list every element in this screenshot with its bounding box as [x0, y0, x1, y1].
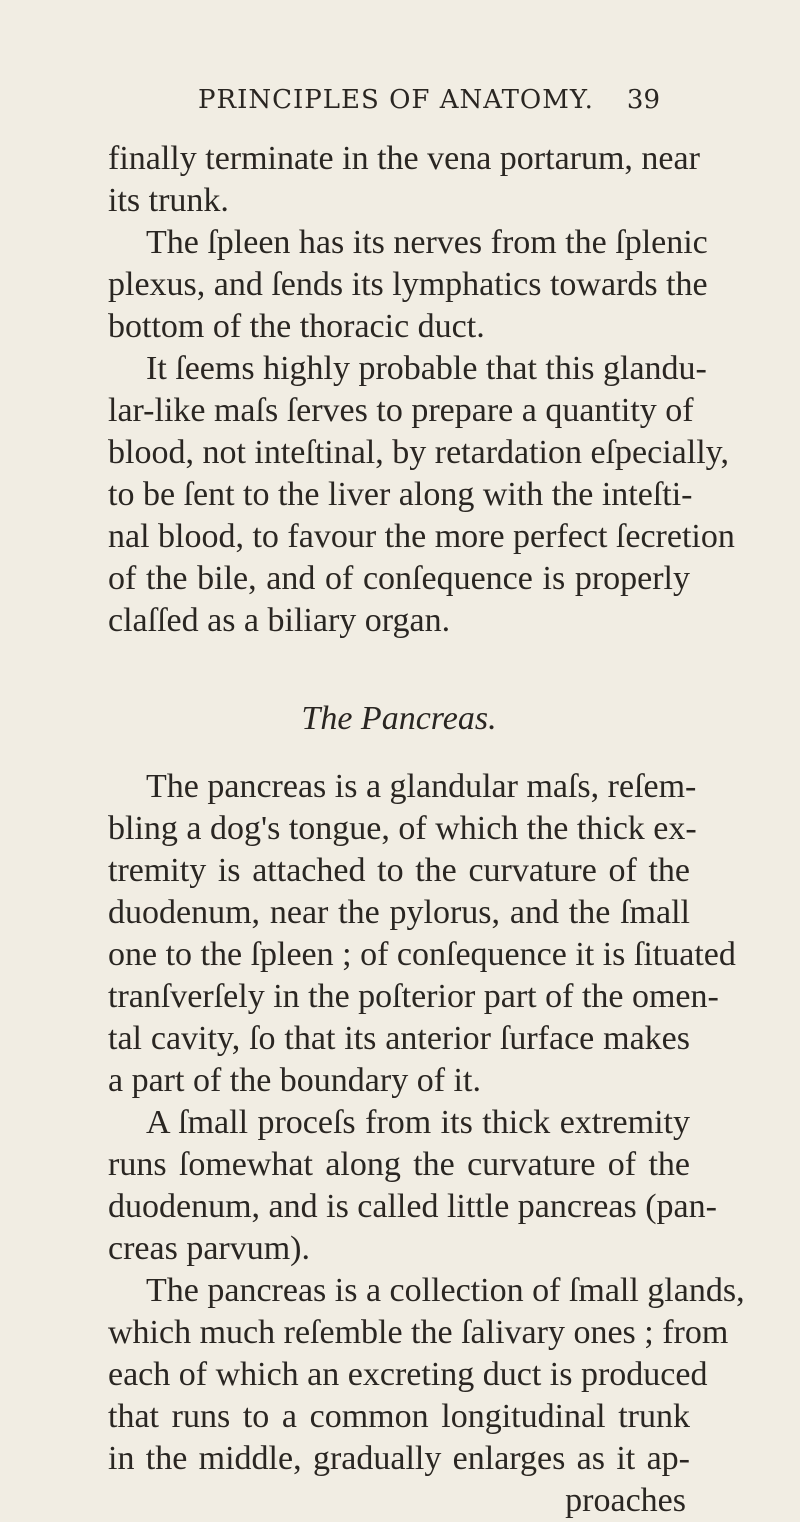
paragraph: [108, 766, 736, 1102]
paragraph: [108, 138, 700, 222]
text-line: blood, not inteſtinal, by retardation eſpecially,: [108, 434, 729, 471]
text-line: tranſverſely in the poſterior part of the omen-: [108, 978, 719, 1015]
text-line: tal cavity, ſo that its anterior ſurface makes: [108, 1020, 690, 1057]
running-head: PRINCIPLES OF ANATOMY.: [198, 85, 594, 115]
text-line: The pancreas is a collection of ſmall glands,: [146, 1272, 745, 1309]
text-line: nal blood, to favour the more perfect ſecretion: [108, 518, 735, 555]
text-line: It ſeems highly probable that this glandu-: [146, 350, 707, 387]
text-line: of the bile, and of conſequence is properly: [108, 560, 690, 597]
text-line: claſſed as a biliary organ.: [108, 602, 451, 639]
text-line: lar-like maſs ſerves to prepare a quantity of: [108, 392, 694, 429]
text-line: bling a dog's tongue, of which the thick ex-: [108, 810, 697, 847]
text-line: finally terminate in the vena portarum, near: [108, 140, 700, 177]
text-line: in the middle, gradually enlarges as it ap-: [108, 1440, 690, 1477]
paragraph: [108, 348, 735, 642]
paragraph: [108, 1102, 717, 1270]
text-line: tremity is attached to the curvature of the: [108, 852, 690, 889]
body-text: [108, 138, 745, 1522]
text-line: The pancreas is a glandular maſs, reſem-: [146, 768, 697, 805]
page-header: [120, 85, 660, 125]
page-number: 39: [626, 85, 660, 115]
text-line: one to the ſpleen ; of conſequence it is ſituated: [108, 936, 736, 973]
text-line: A ſmall proceſs from its thick extremity: [146, 1104, 690, 1141]
section-title: The Pancreas.: [301, 700, 497, 737]
text-line: that runs to a common longitudinal trunk: [108, 1398, 690, 1435]
text-line: creas parvum).: [108, 1230, 311, 1267]
paragraph: [108, 1270, 745, 1480]
paragraph: [108, 222, 708, 348]
text-line: a part of the boundary of it.: [108, 1062, 481, 1099]
text-line: The ſpleen has its nerves from the ſplenic: [146, 224, 708, 261]
text-line: duodenum, near the pylorus, and the ſmall: [108, 894, 690, 931]
text-line: to be ſent to the liver along with the inteſti-: [108, 476, 693, 513]
text-line: bottom of the thoracic duct.: [108, 308, 485, 345]
text-line: which much reſemble the ſalivary ones ; from: [108, 1314, 729, 1351]
text-line: its trunk.: [108, 182, 229, 219]
text-line: duodenum, and is called little pancreas (pan-: [108, 1188, 717, 1225]
text-line: plexus, and ſends its lymphatics towards the: [108, 266, 708, 303]
catchword: proaches: [565, 1482, 686, 1519]
text-line: each of which an excreting duct is produced: [108, 1356, 708, 1393]
text-line: runs ſomewhat along the curvature of the: [108, 1146, 690, 1183]
